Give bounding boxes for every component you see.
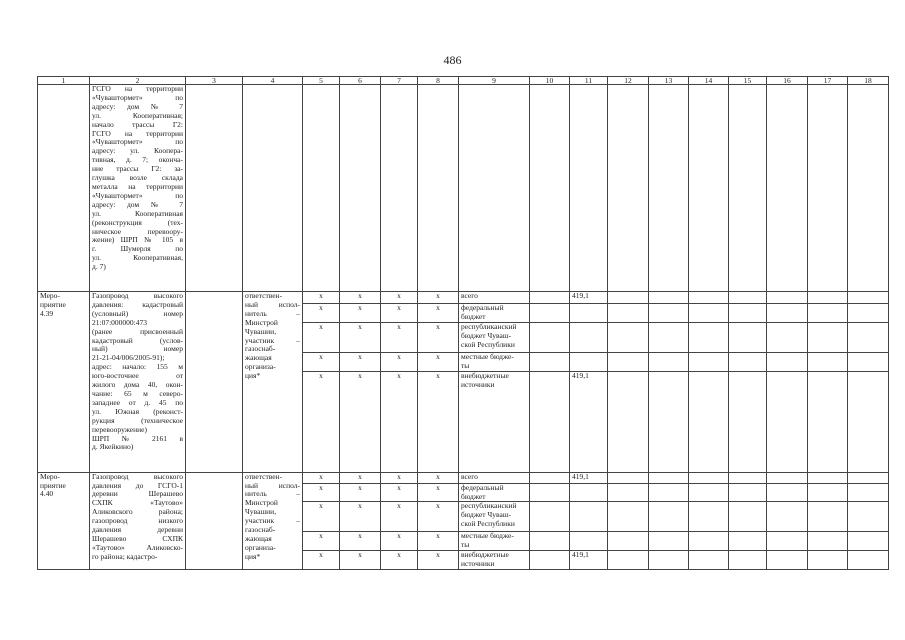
empty-cell <box>729 532 767 551</box>
text-line: тивная, д. 7; оконча- <box>92 155 183 165</box>
text-line: федеральный <box>461 303 504 312</box>
text-line: 21:07:000000:473 <box>92 317 148 327</box>
empty-cell <box>848 322 889 352</box>
text-line: участник – <box>245 335 300 345</box>
empty-cell <box>608 502 649 532</box>
text-line: бюджет <box>461 491 486 501</box>
x-mark: x <box>418 502 459 532</box>
empty-cell <box>530 532 570 551</box>
empty-cell <box>767 472 808 483</box>
text-line: источники <box>461 379 495 389</box>
column-number: 9 <box>459 77 530 85</box>
x-mark: x <box>340 483 381 502</box>
empty-cell <box>689 85 729 292</box>
empty-cell <box>186 472 243 569</box>
empty-cell <box>689 483 729 502</box>
empty-cell <box>608 483 649 502</box>
empty-cell <box>649 352 689 371</box>
empty-cell <box>649 85 689 292</box>
empty-cell <box>689 292 729 304</box>
column-number: 18 <box>848 77 889 85</box>
empty-cell <box>808 304 848 323</box>
text-line: «Чуваштормет» по <box>92 137 183 147</box>
text-line: ный испол- <box>245 299 300 309</box>
empty-cell <box>608 472 649 483</box>
text-line: газоснаб- <box>245 525 276 535</box>
empty-cell <box>848 304 889 323</box>
empty-cell <box>649 532 689 551</box>
x-mark: x <box>303 483 340 502</box>
empty-cell <box>608 292 649 304</box>
empty-cell <box>848 502 889 532</box>
x-mark: x <box>381 551 418 570</box>
x-mark: x <box>381 292 418 304</box>
empty-cell <box>767 502 808 532</box>
text-line: ской Республики <box>461 339 515 349</box>
empty-cell <box>767 85 808 292</box>
text-line: ответствен- <box>245 291 283 300</box>
text-line: всего <box>461 291 478 300</box>
funding-source <box>459 352 530 371</box>
x-mark: x <box>303 292 340 304</box>
empty-cell <box>808 292 848 304</box>
text-line: ты <box>461 360 470 370</box>
text-line: ответствен- <box>245 472 283 481</box>
text-line: чание: 65 м северо- <box>92 388 183 398</box>
funding-source <box>459 304 530 323</box>
column-number: 15 <box>729 77 767 85</box>
text-line: организа- <box>245 542 276 552</box>
text-line: ул. Южная (реконст- <box>92 406 183 416</box>
measure-row <box>38 472 889 483</box>
funding-value: 419,1 <box>570 371 608 472</box>
x-mark: x <box>381 502 418 532</box>
funding-value <box>570 322 608 352</box>
text-line: газоснаб- <box>245 344 276 354</box>
text-line: 4.39 <box>40 308 54 318</box>
column-number: 7 <box>381 77 418 85</box>
x-mark: x <box>418 304 459 323</box>
empty-cell <box>649 502 689 532</box>
x-mark: x <box>303 304 340 323</box>
empty-cell <box>418 85 459 292</box>
text-line: республиканский <box>461 322 517 331</box>
empty-cell <box>767 551 808 570</box>
empty-cell <box>767 322 808 352</box>
x-mark: x <box>340 292 381 304</box>
empty-cell <box>729 502 767 532</box>
x-mark: x <box>303 532 340 551</box>
empty-cell <box>530 472 570 483</box>
funding-value <box>570 352 608 371</box>
funding-value <box>570 304 608 323</box>
executor-cell <box>243 472 303 569</box>
text-line: ской Республики <box>461 519 515 529</box>
empty-cell <box>608 551 649 570</box>
empty-cell <box>608 352 649 371</box>
text-line: Шерашево СХПК <box>92 533 183 543</box>
empty-cell <box>608 322 649 352</box>
text-line: приятие <box>40 480 66 490</box>
empty-cell <box>186 292 243 473</box>
text-line: западнее от д. 45 по <box>92 397 183 407</box>
empty-cell <box>767 292 808 304</box>
x-mark: x <box>381 352 418 371</box>
text-line: бюджет Чуваш- <box>461 510 512 520</box>
text-line: ты <box>461 540 470 550</box>
column-number: 12 <box>608 77 649 85</box>
x-mark: x <box>381 532 418 551</box>
empty-cell <box>767 532 808 551</box>
continued-description <box>90 85 186 292</box>
x-mark: x <box>340 322 381 352</box>
empty-cell <box>689 352 729 371</box>
x-mark: x <box>418 532 459 551</box>
empty-cell <box>767 371 808 472</box>
x-mark: x <box>303 502 340 532</box>
text-line: ул. Кооперативная <box>92 208 183 218</box>
x-mark: x <box>303 551 340 570</box>
text-line: организа- <box>245 362 276 372</box>
empty-cell <box>530 352 570 371</box>
text-line: источники <box>461 559 495 569</box>
empty-cell <box>767 352 808 371</box>
empty-cell <box>808 472 848 483</box>
text-line: участник – <box>245 516 300 526</box>
text-line: деревни Шерашево <box>92 489 183 499</box>
empty-cell <box>608 85 649 292</box>
empty-cell <box>848 483 889 502</box>
text-line: «Чуваштормет» по <box>92 190 183 200</box>
empty-cell <box>530 304 570 323</box>
text-line: СХПК «Таутово» <box>92 498 183 508</box>
empty-cell <box>808 322 848 352</box>
empty-cell <box>608 371 649 472</box>
empty-cell <box>186 85 243 292</box>
column-number-row <box>38 77 889 85</box>
x-mark: x <box>418 292 459 304</box>
x-mark: x <box>340 502 381 532</box>
text-line: давления до ГСГО-1 <box>92 480 183 490</box>
x-mark: x <box>381 304 418 323</box>
empty-cell <box>459 85 530 292</box>
text-line: металла на территории <box>92 181 183 191</box>
x-mark: x <box>340 472 381 483</box>
empty-cell <box>729 352 767 371</box>
x-mark: x <box>418 371 459 472</box>
empty-cell <box>729 371 767 472</box>
empty-cell <box>340 85 381 292</box>
column-number: 16 <box>767 77 808 85</box>
text-line: 21-21-04/006/2005-91); <box>92 353 165 363</box>
text-line: го района; кадастро- <box>92 551 158 561</box>
column-number: 14 <box>689 77 729 85</box>
empty-cell <box>767 304 808 323</box>
x-mark: x <box>418 352 459 371</box>
text-line: Газопровод высокого <box>92 291 183 300</box>
measure-row <box>38 292 889 304</box>
funding-source <box>459 371 530 472</box>
column-number: 5 <box>303 77 340 85</box>
text-line: ГСГО на территории <box>92 84 183 93</box>
empty-cell <box>649 292 689 304</box>
x-mark: x <box>418 551 459 570</box>
column-number: 3 <box>186 77 243 85</box>
text-line: Чувашии, <box>245 326 277 336</box>
empty-cell <box>530 322 570 352</box>
text-line: ный) номер <box>92 344 183 354</box>
text-line: местные бюдже- <box>461 352 514 361</box>
text-line: «Таутово» Аликовско- <box>92 542 183 552</box>
empty-cell <box>808 551 848 570</box>
empty-cell <box>848 472 889 483</box>
text-line: рукция (техническое <box>92 415 183 425</box>
empty-cell <box>729 304 767 323</box>
text-line: адрес: начало: 155 м <box>92 362 183 372</box>
program-table <box>37 76 889 570</box>
text-line: федеральный <box>461 483 504 492</box>
text-line: бюджет Чуваш- <box>461 330 512 340</box>
text-line: жилого дома 40, окон- <box>92 380 183 390</box>
text-line: юго-восточнее от <box>92 371 183 381</box>
text-line: (условный) номер <box>92 308 183 318</box>
x-mark: x <box>303 352 340 371</box>
text-line: г. Шумерля по <box>92 244 183 254</box>
empty-cell <box>689 502 729 532</box>
empty-cell <box>530 502 570 532</box>
text-line: ул. Кооперативная; <box>92 110 183 120</box>
empty-cell <box>570 85 608 292</box>
text-line: бюджет <box>461 311 486 321</box>
text-line: жение) ШРП № 105 в <box>92 235 183 245</box>
x-mark: x <box>340 532 381 551</box>
empty-cell <box>381 85 418 292</box>
empty-cell <box>530 551 570 570</box>
x-mark: x <box>340 352 381 371</box>
empty-cell <box>848 551 889 570</box>
empty-cell <box>608 532 649 551</box>
funding-value: 419,1 <box>570 292 608 304</box>
text-line: Минстрой <box>245 498 278 508</box>
empty-cell <box>729 483 767 502</box>
text-line: ШРП № 2161 в <box>92 433 183 443</box>
empty-cell <box>848 292 889 304</box>
empty-cell <box>689 304 729 323</box>
funding-source <box>459 532 530 551</box>
x-mark: x <box>340 371 381 472</box>
text-line: (ранее присвоенный <box>92 326 183 336</box>
text-line: ническое перевоору- <box>92 226 183 236</box>
text-line: ный испол- <box>245 480 300 490</box>
text-line: ция* <box>245 551 261 561</box>
empty-cell <box>808 532 848 551</box>
measure-description <box>90 292 186 473</box>
funding-source <box>459 502 530 532</box>
empty-cell <box>303 85 340 292</box>
empty-cell <box>530 483 570 502</box>
text-line: адресу: дом № 7 <box>92 199 183 209</box>
continuation-row <box>38 85 889 292</box>
x-mark: x <box>340 304 381 323</box>
text-line: «Чуваштормет» по <box>92 92 183 102</box>
funding-value: 419,1 <box>570 551 608 570</box>
empty-cell <box>808 85 848 292</box>
x-mark: x <box>303 371 340 472</box>
empty-cell <box>767 483 808 502</box>
funding-source <box>459 322 530 352</box>
x-mark: x <box>381 483 418 502</box>
text-line: жающая <box>245 533 272 543</box>
executor-cell <box>243 292 303 473</box>
text-line: ГСГО на территории <box>92 128 183 138</box>
empty-cell <box>848 352 889 371</box>
text-line: начало трассы Г2: <box>92 119 183 129</box>
empty-cell <box>649 483 689 502</box>
x-mark: x <box>303 472 340 483</box>
funding-value <box>570 532 608 551</box>
text-line: газопровод низкого <box>92 516 183 526</box>
text-line: приятие <box>40 299 66 309</box>
empty-cell <box>608 304 649 323</box>
empty-cell <box>729 322 767 352</box>
empty-cell <box>243 85 303 292</box>
text-line: республиканский <box>461 501 517 511</box>
text-line: нитель – <box>245 489 300 499</box>
empty-cell <box>808 371 848 472</box>
text-line: давления: кадастровый <box>92 299 183 309</box>
empty-cell <box>808 483 848 502</box>
text-line: нитель – <box>245 308 300 318</box>
empty-cell <box>689 322 729 352</box>
text-line: внебюджетные <box>461 371 509 380</box>
x-mark: x <box>418 472 459 483</box>
x-mark: x <box>340 551 381 570</box>
funding-value: 419,1 <box>570 472 608 483</box>
text-line: жающая <box>245 353 272 363</box>
x-mark: x <box>418 483 459 502</box>
text-line: Чувашии, <box>245 507 277 517</box>
empty-cell <box>848 532 889 551</box>
empty-cell <box>689 472 729 483</box>
x-mark: x <box>303 322 340 352</box>
empty-cell <box>649 551 689 570</box>
empty-cell <box>729 551 767 570</box>
column-number: 17 <box>808 77 848 85</box>
column-number: 6 <box>340 77 381 85</box>
empty-cell <box>729 472 767 483</box>
column-number: 8 <box>418 77 459 85</box>
text-line: Аликовского района; <box>92 507 183 517</box>
empty-cell <box>689 371 729 472</box>
funding-value <box>570 502 608 532</box>
text-line: д. 7) <box>92 262 106 272</box>
column-number: 10 <box>530 77 570 85</box>
text-line: глушка возле склада <box>92 173 183 183</box>
measure-label <box>38 292 90 473</box>
column-number: 4 <box>243 77 303 85</box>
x-mark: x <box>418 322 459 352</box>
text-line: Минстрой <box>245 317 278 327</box>
text-line: 4.40 <box>40 489 54 499</box>
column-number: 1 <box>38 77 90 85</box>
text-line: внебюджетные <box>461 550 509 560</box>
column-number: 11 <box>570 77 608 85</box>
x-mark: x <box>381 322 418 352</box>
empty-cell <box>530 292 570 304</box>
empty-cell <box>530 85 570 292</box>
empty-cell <box>689 551 729 570</box>
text-line: перевооружение) <box>92 424 147 434</box>
text-line: адресу: дом № 7 <box>92 101 183 111</box>
funding-source <box>459 483 530 502</box>
empty-cell <box>808 502 848 532</box>
text-line: местные бюдже- <box>461 531 514 541</box>
text-line: Меро- <box>40 472 60 481</box>
text-line: Газопровод высокого <box>92 472 183 481</box>
text-line: давления деревни <box>92 525 183 535</box>
text-line: кадастровый (услов- <box>92 335 183 345</box>
empty-cell <box>649 304 689 323</box>
text-line: адресу: ул. Коопера- <box>92 146 183 156</box>
text-line: (реконструкция (тех- <box>92 217 183 227</box>
empty-cell <box>729 292 767 304</box>
text-line: ул. Кооперативная, <box>92 253 183 263</box>
empty-cell <box>848 85 889 292</box>
funding-value <box>570 483 608 502</box>
column-number: 13 <box>649 77 689 85</box>
measure-label <box>38 472 90 569</box>
funding-source <box>459 472 530 483</box>
page-number: 486 <box>443 53 462 67</box>
empty-cell <box>649 472 689 483</box>
funding-source <box>459 292 530 304</box>
column-number: 2 <box>90 77 186 85</box>
empty-cell <box>848 371 889 472</box>
empty-cell <box>689 532 729 551</box>
text-line: ние трассы Г2: за- <box>92 164 183 174</box>
empty-cell <box>38 85 90 292</box>
text-line: Меро- <box>40 291 60 300</box>
funding-source <box>459 551 530 570</box>
x-mark: x <box>381 472 418 483</box>
empty-cell <box>649 322 689 352</box>
text-line: д. Якейкино) <box>92 442 134 452</box>
empty-cell <box>530 371 570 472</box>
empty-cell <box>729 85 767 292</box>
empty-cell <box>649 371 689 472</box>
measure-description <box>90 472 186 569</box>
text-line: ция* <box>245 371 261 381</box>
text-line: всего <box>461 472 478 481</box>
empty-cell <box>808 352 848 371</box>
x-mark: x <box>381 371 418 472</box>
